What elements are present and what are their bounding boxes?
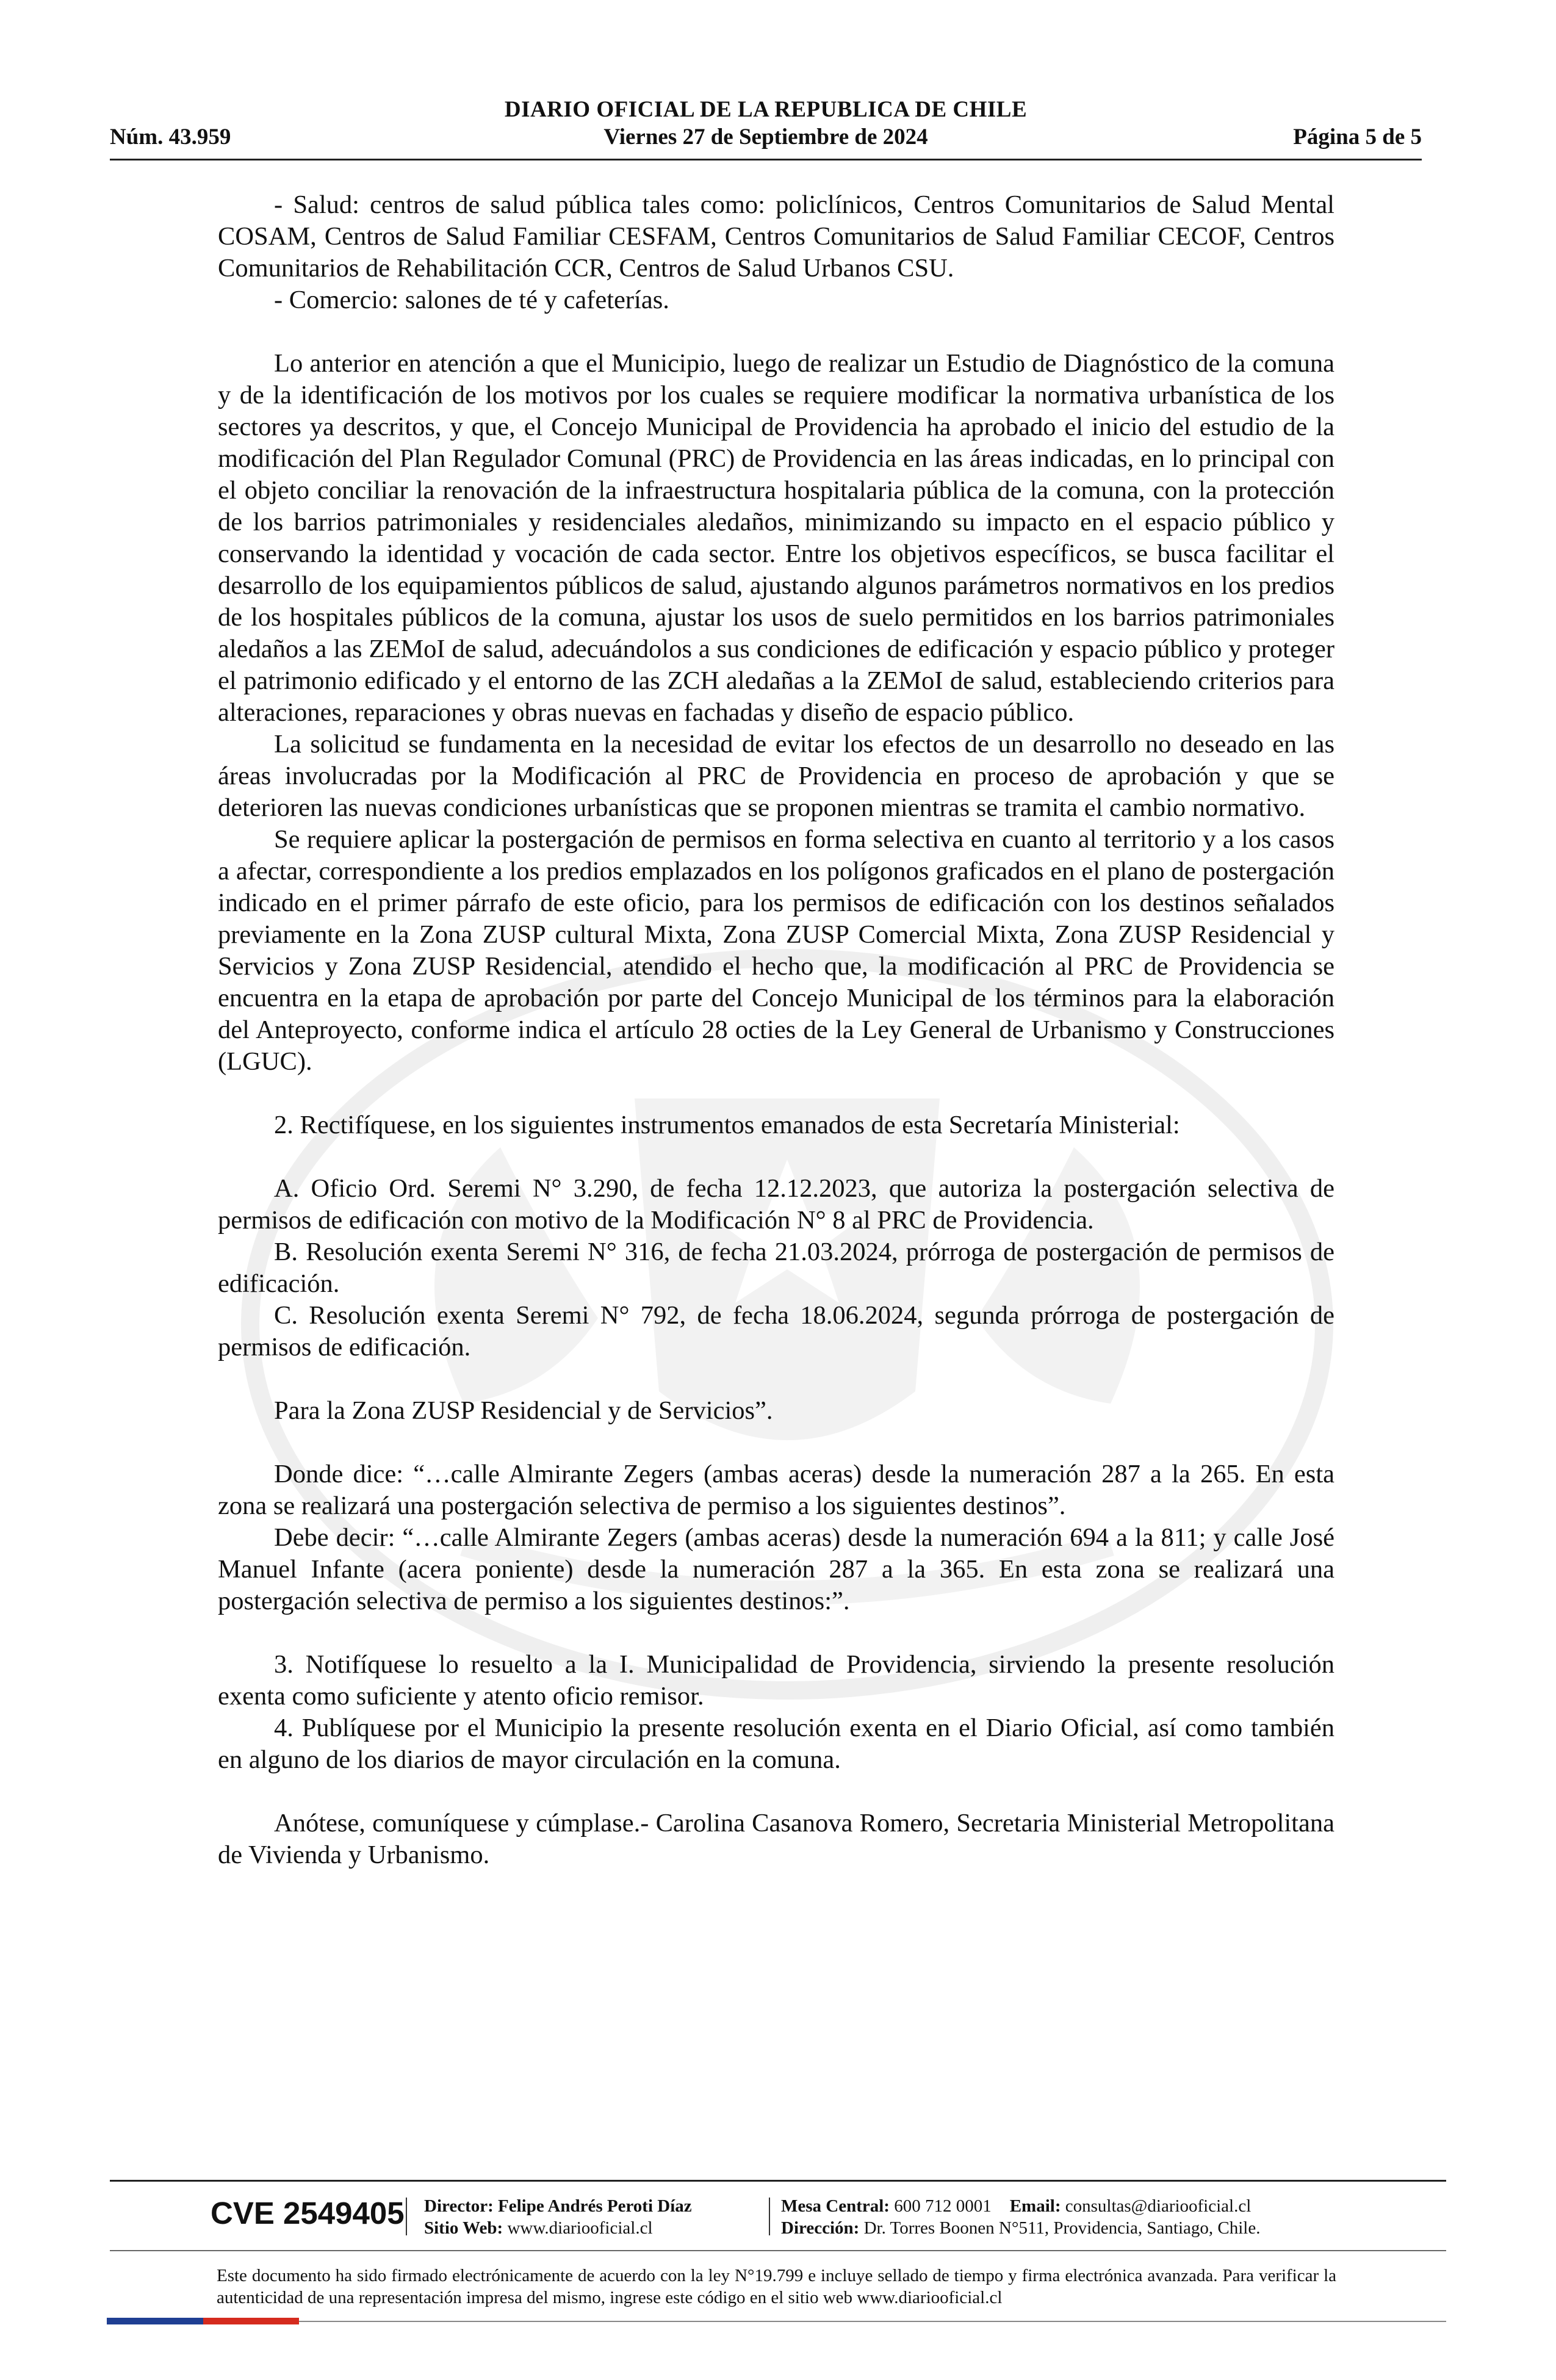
page-header <box>110 92 1422 160</box>
address-label: Dirección: <box>781 2218 860 2238</box>
address-value: Dr. Torres Boonen N°511, Providencia, Santiago, Chile. <box>863 2218 1261 2238</box>
email-address[interactable]: consultas@diariooficial.cl <box>1065 2196 1252 2216</box>
mesa-phone: 600 712 0001 <box>894 2196 992 2216</box>
flag-blue-segment <box>107 2318 203 2324</box>
footer-bottom-line <box>299 2321 1446 2322</box>
site-url[interactable]: www.diariooficial.cl <box>507 2218 653 2238</box>
body-paragraph: - Salud: centros de salud pública tales como: policlínicos, Centros Comunitarios de Salud Mental COSAM, Centros de Salud Familiar CESFAM, Centros Comunitarios de Salud Familiar CECOF, Centros Comunitarios de Rehabilitación CCR, Centros de Salud Urbanos CSU. <box>218 190 1334 283</box>
body-paragraph: Debe decir: “…calle Almirante Zegers (ambas aceras) desde la numeración 694 a la 811; y calle José Manuel Infante (acera poniente) desde la numeración 287 a la 365. En esta zona se realizará una postergación selectiva de permiso a los siguientes destinos:”. <box>218 1523 1334 1615</box>
body-paragraph: 2. Rectifíquese, en los siguientes instrumentos emanados de esta Secretaría Ministerial: <box>274 1111 1180 1139</box>
body-paragraph: B. Resolución exenta Seremi N° 316, de fecha 21.03.2024, prórroga de postergación de permisos de edificación. <box>218 1238 1334 1298</box>
email-label: Email: <box>1009 2196 1061 2216</box>
page-number: Página 5 de 5 <box>1293 124 1422 150</box>
page-footer <box>110 2180 1446 2309</box>
issue-date: Viernes 27 de Septiembre de 2024 <box>603 124 928 150</box>
contact-info <box>781 2195 1260 2239</box>
body-paragraph: 3. Notifíquese lo resuelto a la I. Municipalidad de Providencia, sirviendo la presente resolución exenta como suficiente y atento oficio remisor. <box>218 1650 1334 1711</box>
issue-number: Núm. 43.959 <box>110 124 231 150</box>
body-paragraph: Se requiere aplicar la postergación de permisos en forma selectiva en cuanto al territorio y a los casos a afectar, correspondiente a los predios emplazados en los polígonos graficados en el plano de postergación indicado en el primer párrafo de este oficio, para los permisos de edificación con los destinos señalados previamente en la Zona ZUSP cultural Mixta, Zona ZUSP Comercial Mixta, Zona ZUSP Residencial y Servicios y Zona ZUSP Residencial, atendido el hecho que, la modificación al PRC de Providencia se encuentra en la etapa de aprobación por parte del Concejo Municipal de los términos para la elaboración del Anteproyecto, conforme indica el artículo 28 octies de la Ley General de Urbanismo y Construcciones (LGUC). <box>218 825 1334 1076</box>
chile-flag-bar <box>107 2318 299 2324</box>
publication-title: DIARIO OFICIAL DE LA REPUBLICA DE CHILE <box>504 97 1028 122</box>
body-paragraph: - Comercio: salones de té y cafeterías. <box>274 286 669 314</box>
body-paragraph: Anótese, comuníquese y cúmplase.- Carolina Casanova Romero, Secretaria Ministerial Metropolitana de Vivienda y Urbanismo. <box>218 1809 1334 1869</box>
cve-code: CVE 2549405 <box>211 2196 405 2230</box>
footer-separator <box>406 2198 407 2235</box>
document-body <box>218 189 1334 1871</box>
mesa-label: Mesa Central: <box>781 2196 890 2216</box>
site-label: Sitio Web: <box>424 2218 503 2238</box>
body-paragraph: La solicitud se fundamenta en la necesidad de evitar los efectos de un desarrollo no deseado en las áreas involucradas por la Modificación al PRC de Providencia en proceso de aprobación y que se deterioren las nuevas condiciones urbanísticas que se proponen mientras se tramita el cambio normativo. <box>218 730 1334 822</box>
director-info <box>424 2195 692 2239</box>
body-paragraph: Para la Zona ZUSP Residencial y de Servicios”. <box>274 1396 773 1425</box>
footer-separator <box>769 2198 770 2235</box>
signature-notice: Este documento ha sido firmado electrónicamente de acuerdo con la ley N°19.799 e incluye sellado de tiempo y firma electrónica avanzada. Para verificar la autenticidad de una representación impresa del mismo, ingrese este código en el sitio web www.diariooficial.cl <box>217 2266 1336 2307</box>
body-paragraph: Donde dice: “…calle Almirante Zegers (ambas aceras) desde la numeración 287 a la 265. En esta zona se realizará una postergación selectiva de permiso a los siguientes destinos”. <box>218 1460 1334 1520</box>
flag-red-segment <box>203 2318 300 2324</box>
director-name: Felipe Andrés Peroti Díaz <box>498 2196 692 2216</box>
body-paragraph: C. Resolución exenta Seremi N° 792, de fecha 18.06.2024, segunda prórroga de postergación de permisos de edificación. <box>218 1301 1334 1361</box>
body-paragraph: Lo anterior en atención a que el Municipio, luego de realizar un Estudio de Diagnóstico de la comuna y de la identificación de los motivos por los cuales se requiere modificar la normativa urbanística de los sectores ya descritos, y que, el Concejo Municipal de Providencia ha aprobado el inicio del estudio de la modificación del Plan Regulador Comunal (PRC) de Providencia en las áreas indicadas, en lo principal con el objeto conciliar la renovación de la infraestructura hospitalaria pública de la comuna, con la protección de los barrios patrimoniales y residenciales aledaños, minimizando su impacto en el espacio público y conservando la identidad y vocación de cada sector. Entre los objetivos específicos, se busca facilitar el desarrollo de los equipamientos públicos de salud, ajustando algunos parámetros normativos en los predios de los hospitales públicos de la comuna, ajustar los usos de suelo permitidos en los barrios patrimoniales aledaños a las ZEMoI de salud, adecuándolos a sus condiciones de edificación y espacio público y proteger el patrimonio edificado y el entorno de las ZCH aledañas a la ZEMoI de salud, estableciendo criterios para alteraciones, reparaciones y obras nuevas en fachadas y diseño de espacio público. <box>218 349 1334 727</box>
body-paragraph: 4. Publíquese por el Municipio la presente resolución exenta en el Diario Oficial, así como también en alguno de los diarios de mayor circulación en la comuna. <box>218 1714 1334 1774</box>
director-label: Director: <box>424 2196 494 2216</box>
footer-divider-thin <box>110 2250 1446 2251</box>
body-paragraph: A. Oficio Ord. Seremi N° 3.290, de fecha 12.12.2023, que autoriza la postergación selectiva de permisos de edificación con motivo de la Modificación N° 8 al PRC de Providencia. <box>218 1174 1334 1235</box>
